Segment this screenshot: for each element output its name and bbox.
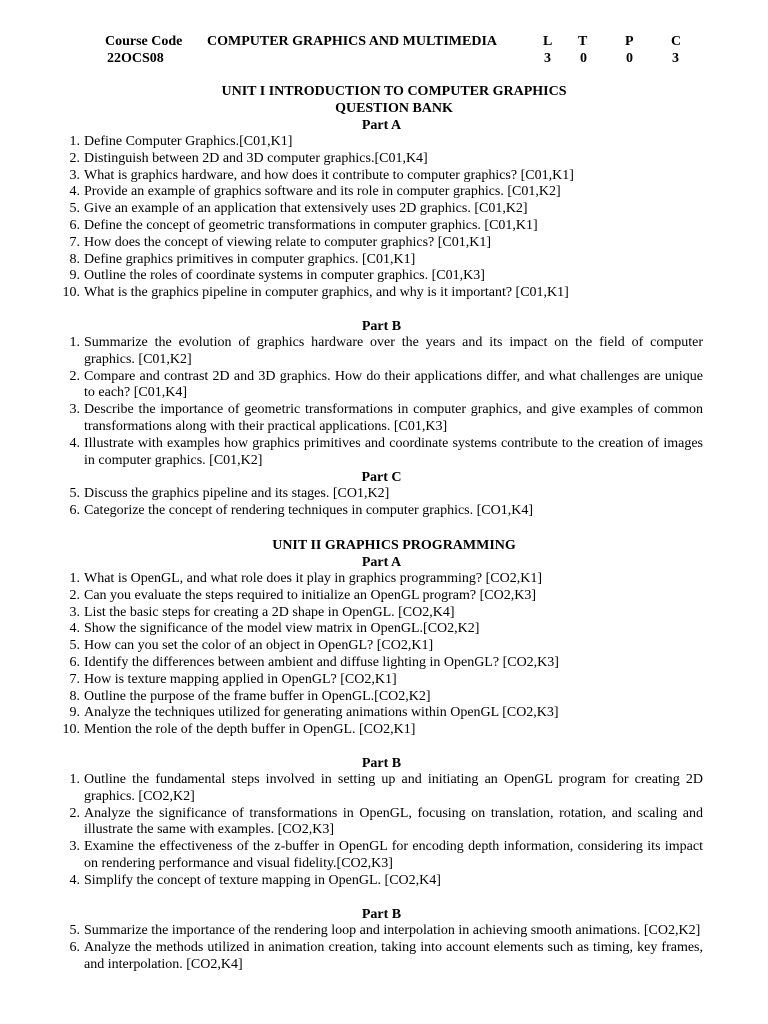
ltpc-value-l: 3: [544, 51, 551, 66]
unit1-title: UNIT I INTRODUCTION TO COMPUTER GRAPHICS: [221, 84, 567, 99]
section-title: Part C: [361, 470, 402, 486]
list-item: 1. What is OpenGL, and what role does it play in graphics programming? [CO2,K1]: [69, 571, 543, 586]
ltpc-value-t: 0: [580, 51, 587, 66]
list-item: 8. Outline the purpose of the frame buffer in OpenGL.[CO2,K2]: [69, 688, 431, 704]
list-item: 2. Can you evaluate the steps required to initialize an OpenGL program? [CO2,K3]: [69, 587, 537, 603]
ltpc-value-c: 3: [672, 51, 679, 66]
list-item: 3. List the basic steps for creating a 2D shape in OpenGL. [CO2,K4]: [69, 604, 455, 620]
unit2-part-b: [60, 755, 703, 890]
question-list: [60, 134, 703, 302]
list-item: 1. Summarize the evolution of graphics hardware over the years and its impact on the field of computer graphics. [C01,K2]: [69, 335, 703, 367]
list-item: 8. Define graphics primitives in computer graphics. [C01,K1]: [69, 251, 416, 267]
list-item: 6. Analyze the methods utilized in animation creation, taking into account elements such as timing, key frames, and interpolation. [CO2,K4]: [69, 939, 703, 972]
unit2-title: UNIT II GRAPHICS PROGRAMMING: [272, 538, 516, 553]
question-list: [60, 486, 703, 520]
list-item: 2. Compare and contrast 2D and 3D graphics. How do their applications differ, and what challenges are unique to each? [C01,K4]: [69, 368, 703, 401]
list-item: 5. Summarize the importance of the rendering loop and interpolation in achieving smooth animations. [CO2,K2]: [69, 923, 701, 938]
question-list: [60, 772, 703, 890]
list-item: 6. Define the concept of geometric transformations in computer graphics. [C01,K1]: [69, 217, 538, 233]
ltpc-key-c: C: [671, 34, 682, 49]
list-item: 2. Analyze the significance of transformations in OpenGL, focusing on translation, rotation, and scaling and illustrate the same with examples. [CO2,K3]: [69, 805, 703, 838]
list-item: 10. Mention the role of the depth buffer in OpenGL. [CO2,K1]: [62, 722, 416, 738]
list-item: 7. How is texture mapping applied in OpenGL? [CO2,K1]: [69, 671, 397, 687]
list-item: 4. Illustrate with examples how graphics primitives and coordinate systems contribute to the creation of images in computer graphics. [C01,K2]: [69, 435, 703, 468]
list-item: 5. How can you set the color of an object in OpenGL? [CO2,K1]: [69, 638, 434, 654]
unit1-part-a: [60, 117, 703, 302]
course-code-label: Course Code: [105, 34, 183, 49]
list-item: 9. Outline the roles of coordinate systems in computer graphics. [C01,K3]: [69, 268, 485, 284]
question-list: [60, 923, 703, 973]
question-list: [60, 571, 703, 739]
unit1-part-b: [60, 318, 703, 520]
list-item: 1. Define Computer Graphics.[C01,K1]: [69, 134, 293, 149]
list-item: 5. Give an example of an application that extensively uses 2D graphics. [C01,K2]: [69, 201, 528, 217]
list-item: 4. Provide an example of graphics software and its role in computer graphics. [C01,K2]: [69, 184, 561, 200]
list-item: 3. Describe the importance of geometric transformations in computer graphics, and give examples of common transformations along with their practical applications. [C01,K3]: [69, 402, 703, 434]
section-title: Part A: [361, 118, 402, 133]
list-item: 6. Categorize the concept of rendering techniques in computer graphics. [CO1,K4]: [69, 503, 534, 519]
section-title: Part A: [361, 555, 402, 570]
ltpc-value-p: 0: [626, 51, 633, 66]
list-item: 3. Examine the effectiveness of the z-buffer in OpenGL for encoding depth information, considering its impact on rendering performance and visual fidelity.[CO2,K3]: [69, 839, 703, 871]
course-title: COMPUTER GRAPHICS AND MULTIMEDIA: [207, 34, 498, 49]
list-item: 4. Show the significance of the model view matrix in OpenGL.[CO2,K2]: [69, 621, 480, 637]
list-item: 6. Identify the differences between ambient and diffuse lighting in OpenGL? [CO2,K3]: [69, 654, 559, 670]
section-title: Part B: [361, 319, 402, 334]
section-title: Part B: [361, 756, 402, 771]
list-item: 7. How does the concept of viewing relate to computer graphics? [C01,K1]: [69, 234, 492, 250]
course-code: 22OCS08: [107, 51, 164, 66]
unit2-part-b-continued: [60, 906, 703, 973]
ltpc-key-p: P: [625, 34, 634, 49]
list-item: 2. Distinguish between 2D and 3D computer graphics.[C01,K4]: [69, 150, 428, 166]
list-item: 3. What is graphics hardware, and how does it contribute to computer graphics? [C01,K1]: [69, 167, 574, 183]
list-item: 9. Analyze the techniques utilized for generating animations within OpenGL [CO2,K3]: [69, 705, 559, 721]
list-item: 4. Simplify the concept of texture mapping in OpenGL. [CO2,K4]: [69, 872, 441, 888]
ltpc-key-t: T: [578, 34, 588, 49]
list-item: 1. Outline the fundamental steps involved in setting up and initiating an OpenGL program for creating 2D graphics. [CO2,K2]: [69, 772, 703, 804]
question-bank-title: QUESTION BANK: [335, 101, 453, 116]
unit2-part-a: [60, 554, 703, 739]
list-item: 5. Discuss the graphics pipeline and its stages. [CO1,K2]: [69, 486, 390, 502]
question-list: [60, 335, 703, 469]
section-title: Part B: [361, 907, 402, 922]
ltpc-key-l: L: [543, 34, 553, 49]
list-item: 10. What is the graphics pipeline in computer graphics, and why is it important? [C01,K1]: [62, 285, 569, 301]
